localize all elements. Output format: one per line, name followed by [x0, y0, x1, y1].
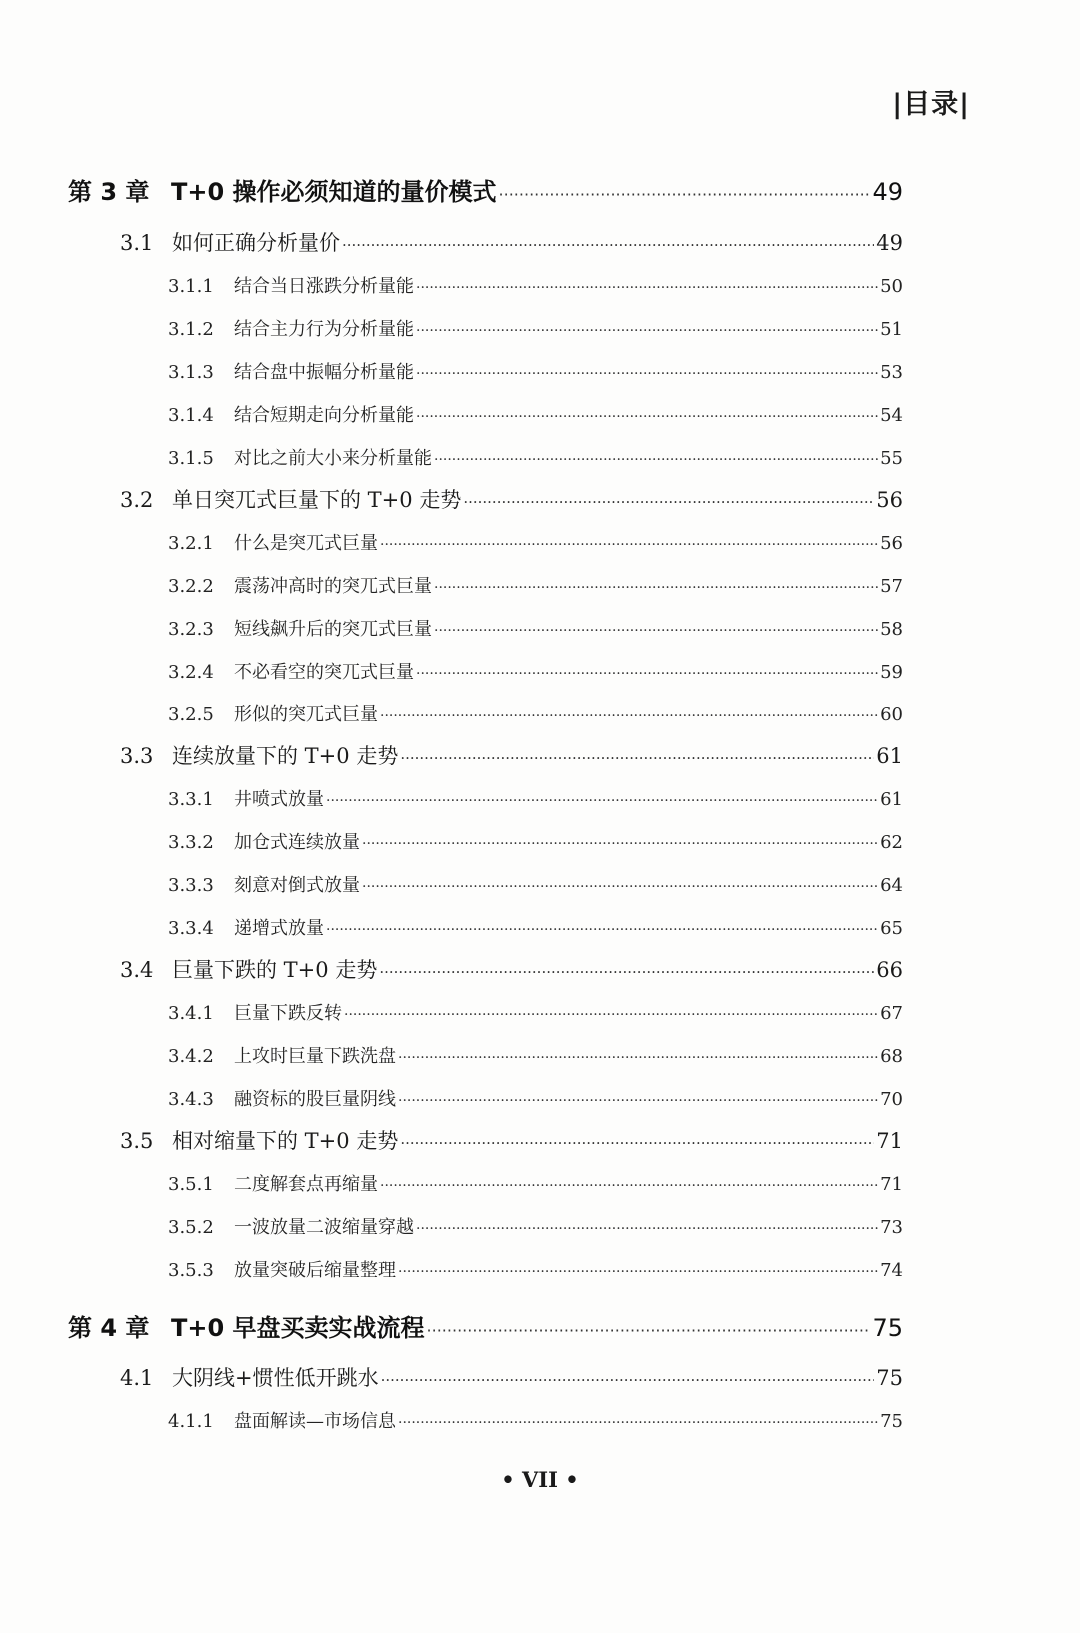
dot-leader: [379, 963, 874, 981]
toc-entry-number: 3.1.4: [168, 405, 214, 426]
dot-leader: [344, 1007, 878, 1023]
dot-leader: [434, 452, 878, 468]
toc-entry-title: 结合主力行为分析量能: [234, 319, 414, 340]
dot-leader: [499, 185, 871, 204]
toc-entry-number: 3.2.4: [168, 662, 214, 683]
toc-entry-title: T+0 操作必须知道的量价模式: [171, 178, 497, 206]
toc-entry-page-number: 68: [880, 1046, 903, 1067]
toc-entry-number: 3.5.2: [168, 1217, 214, 1238]
toc-entry-subsection[interactable]: [168, 529, 903, 555]
toc-entry-title: 盘面解读—市场信息: [234, 1411, 396, 1432]
toc-entry-number: 3.2.5: [168, 704, 214, 725]
dot-leader: [416, 366, 878, 382]
dot-leader: [326, 922, 878, 938]
toc-entry-subsection[interactable]: [168, 401, 903, 427]
toc-entry-number: 3.3.3: [168, 875, 214, 896]
toc-entry-subsection[interactable]: [168, 1042, 903, 1068]
toc-entry-number: 3.5.1: [168, 1174, 214, 1195]
toc-entry-number: 3.2.3: [168, 619, 214, 640]
toc-entry-section[interactable]: [120, 954, 903, 984]
dot-leader: [381, 1371, 875, 1389]
toc-entry-subsection[interactable]: [168, 871, 903, 897]
dot-leader: [400, 1134, 874, 1152]
toc-entry-title: 加仓式连续放量: [234, 832, 360, 853]
running-header: |目录|: [892, 89, 970, 120]
dot-leader: [398, 1050, 878, 1066]
toc-entry-section[interactable]: [120, 484, 903, 514]
dot-leader: [326, 793, 878, 809]
toc-entry-page-number: 53: [880, 362, 903, 383]
toc-entry-page-number: 49: [872, 178, 903, 206]
toc-entry-page-number: 75: [872, 1314, 903, 1342]
toc-entry-number: 3.1.2: [168, 319, 214, 340]
toc-entry-page-number: 50: [880, 276, 903, 297]
toc-entry-subsection[interactable]: [168, 615, 903, 641]
toc-entry-title: 放量突破后缩量整理: [234, 1260, 396, 1281]
toc-entry-subsection[interactable]: [168, 444, 903, 470]
toc-entry-page-number: 61: [876, 744, 903, 768]
toc-entry-subsection[interactable]: [168, 358, 903, 384]
toc-entry-number: 3.3.1: [168, 789, 214, 810]
toc-entry-title: 融资标的股巨量阴线: [234, 1089, 396, 1110]
toc-entry-page-number: 71: [876, 1129, 903, 1153]
toc-entry-number: 3.3.4: [168, 918, 214, 939]
toc-entry-page-number: 75: [876, 1366, 903, 1390]
toc-entry-title: 上攻时巨量下跌洗盘: [234, 1046, 396, 1067]
toc-entry-number: 3.4.2: [168, 1046, 214, 1067]
toc-entry-subsection[interactable]: [168, 1170, 903, 1196]
toc-entry-page-number: 49: [876, 231, 903, 255]
toc-entry-number: 4.1: [120, 1366, 154, 1390]
toc-entry-number: 第 3 章: [68, 178, 150, 206]
toc-entry-page-number: 60: [880, 704, 903, 725]
toc-entry-number: 3.1: [120, 231, 154, 255]
toc-entry-number: 3.5: [120, 1129, 154, 1153]
toc-entry-subsection[interactable]: [168, 914, 903, 940]
toc-entry-number: 3.1.3: [168, 362, 214, 383]
dot-leader: [427, 1321, 871, 1340]
dot-leader: [398, 1415, 878, 1431]
toc-entry-page-number: 66: [876, 958, 903, 982]
dot-leader: [463, 493, 874, 511]
toc-entry-page-number: 70: [880, 1089, 903, 1110]
page-number-footer: • VII •: [501, 1467, 579, 1492]
dot-leader: [400, 749, 874, 767]
toc-entry-title: 井喷式放量: [234, 789, 324, 810]
toc-entry-page-number: 64: [880, 875, 903, 896]
toc-entry-page-number: 51: [880, 319, 903, 340]
toc-entry-page-number: 57: [880, 576, 903, 597]
toc-entry-section[interactable]: [120, 740, 903, 770]
toc-entry-page-number: 74: [880, 1260, 903, 1281]
toc-entry-page-number: 65: [880, 918, 903, 939]
toc-entry-title: 短线飙升后的突兀式巨量: [234, 619, 432, 640]
toc-entry-title: 震荡冲高时的突兀式巨量: [234, 576, 432, 597]
dot-leader: [416, 1221, 878, 1237]
toc-entry-subsection[interactable]: [168, 1085, 903, 1111]
toc-entry-section[interactable]: [120, 227, 903, 257]
toc-entry-title: 结合短期走向分析量能: [234, 405, 414, 426]
toc-entry-section[interactable]: [120, 1362, 903, 1392]
toc-entry-chapter[interactable]: [68, 172, 903, 207]
toc-entry-number: 3.4.3: [168, 1089, 214, 1110]
toc-entry-title: 单日突兀式巨量下的 T+0 走势: [172, 488, 462, 512]
toc-entry-subsection[interactable]: [168, 315, 903, 341]
dot-leader: [416, 666, 878, 682]
toc-entry-page-number: 54: [880, 405, 903, 426]
toc-entry-chapter[interactable]: [68, 1308, 903, 1343]
toc-entry-number: 3.2.2: [168, 576, 214, 597]
toc-entry-section[interactable]: [120, 1125, 903, 1155]
toc-entry-page-number: 71: [880, 1174, 903, 1195]
toc-entry-title: 大阴线+惯性低开跳水: [172, 1366, 379, 1390]
dot-leader: [398, 1093, 878, 1109]
toc-entry-number: 3.4: [120, 958, 154, 982]
dot-leader: [434, 580, 878, 596]
toc-entry-subsection[interactable]: [168, 1256, 903, 1282]
toc-entry-title: 连续放量下的 T+0 走势: [172, 744, 399, 768]
toc-entry-title: 刻意对倒式放量: [234, 875, 360, 896]
toc-entry-page-number: 75: [880, 1411, 903, 1432]
toc-entry-title: 巨量下跌的 T+0 走势: [172, 958, 378, 982]
toc-entry-title: 相对缩量下的 T+0 走势: [172, 1129, 399, 1153]
toc-entry-number: 3.3: [120, 744, 154, 768]
toc-entry-number: 3.1.5: [168, 448, 214, 469]
toc-entry-title: 什么是突兀式巨量: [234, 533, 378, 554]
dot-leader: [362, 836, 878, 852]
toc-entry-page-number: 61: [880, 789, 903, 810]
toc-entry-subsection[interactable]: [168, 272, 903, 298]
toc-entry-number: 4.1.1: [168, 1411, 214, 1432]
toc-entry-subsection[interactable]: [168, 785, 903, 811]
toc-entry-page-number: 56: [876, 488, 903, 512]
toc-entry-page-number: 58: [880, 619, 903, 640]
toc-entry-number: 3.5.3: [168, 1260, 214, 1281]
dot-leader: [398, 1264, 878, 1280]
dot-leader: [416, 409, 878, 425]
toc-entry-subsection[interactable]: [168, 828, 903, 854]
toc-entry-page-number: 55: [880, 448, 903, 469]
toc-entry-title: 对比之前大小来分析量能: [234, 448, 432, 469]
dot-leader: [342, 236, 874, 254]
toc-entry-title: 不必看空的突兀式巨量: [234, 662, 414, 683]
toc-entry-page-number: 62: [880, 832, 903, 853]
toc-entry-subsection[interactable]: [168, 1407, 903, 1433]
toc-entry-number: 3.2: [120, 488, 154, 512]
toc-entry-title: 形似的突兀式巨量: [234, 704, 378, 725]
toc-entry-number: 3.1.1: [168, 276, 214, 297]
dot-leader: [380, 1178, 878, 1194]
dot-leader: [380, 708, 878, 724]
toc-entry-title: 一波放量二波缩量穿越: [234, 1217, 414, 1238]
dot-leader: [416, 280, 878, 296]
toc-entry-number: 3.2.1: [168, 533, 214, 554]
toc-entry-page-number: 67: [880, 1003, 903, 1024]
toc-entry-title: T+0 早盘买卖实战流程: [171, 1314, 425, 1342]
toc-entry-subsection[interactable]: [168, 700, 903, 726]
toc-entry-page-number: 56: [880, 533, 903, 554]
toc-entry-number: 3.3.2: [168, 832, 214, 853]
dot-leader: [416, 323, 878, 339]
toc-entry-title: 如何正确分析量价: [172, 231, 340, 255]
toc-entry-subsection[interactable]: [168, 999, 903, 1025]
toc-entry-number: 3.4.1: [168, 1003, 214, 1024]
toc-entry-page-number: 73: [880, 1217, 903, 1238]
toc-entry-subsection[interactable]: [168, 658, 903, 684]
toc-entry-title: 结合盘中振幅分析量能: [234, 362, 414, 383]
toc-entry-title: 递增式放量: [234, 918, 324, 939]
toc-entry-subsection[interactable]: [168, 572, 903, 598]
toc-entry-subsection[interactable]: [168, 1213, 903, 1239]
dot-leader: [434, 623, 878, 639]
dot-leader: [362, 879, 878, 895]
toc-entry-number: 第 4 章: [68, 1314, 150, 1342]
toc-entry-title: 巨量下跌反转: [234, 1003, 342, 1024]
dot-leader: [380, 537, 878, 553]
toc-entry-title: 二度解套点再缩量: [234, 1174, 378, 1195]
toc-entry-page-number: 59: [880, 662, 903, 683]
toc-entry-title: 结合当日涨跌分析量能: [234, 276, 414, 297]
